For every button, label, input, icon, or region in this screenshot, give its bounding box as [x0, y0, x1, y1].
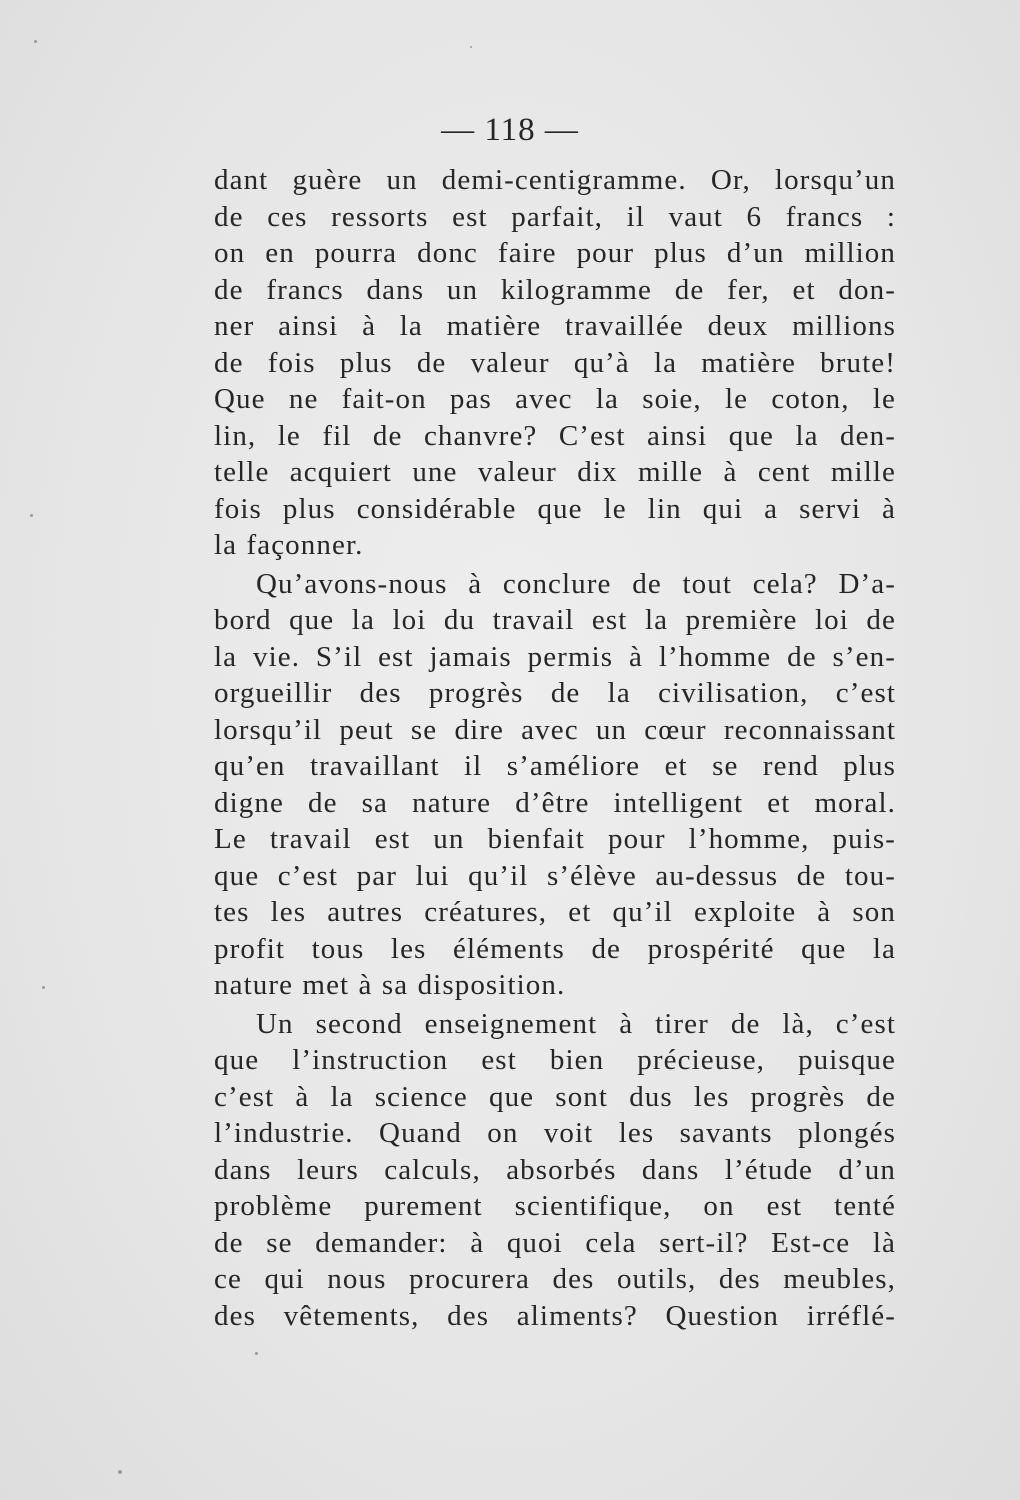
paragraph-3: [214, 1006, 896, 1335]
text-line: que c’est par lui qu’il s’élève au-dessus de tou-: [214, 859, 896, 892]
paper-speck: [118, 1470, 122, 1474]
text-line: problème purement scientifique, on est tenté: [214, 1190, 896, 1222]
text-line: bord que la loi du travail est la première loi de: [214, 604, 896, 636]
text-line: orgueillir des progrès de la civilisation, c’est: [214, 677, 896, 709]
text-line: fois plus considérable que le lin qui a servi à: [214, 492, 896, 525]
text-line: de ces ressorts est parfait, il vaut 6 francs :: [214, 200, 896, 233]
text-line: lorsqu’il peut se dire avec un cœur reconnaissant: [214, 713, 896, 746]
text-line: lin, le fil de chanvre? C’est ainsi que la den-: [214, 419, 896, 452]
text-line: l’industrie. Quand on voit les savants plongés: [214, 1117, 896, 1149]
text-line: ner ainsi à la matière travaillée deux millions: [214, 310, 896, 342]
page-number: — 118 —: [441, 112, 579, 148]
paper-speck: [255, 1352, 258, 1355]
text-line: dans leurs calculs, absorbés dans l’étude d’un: [214, 1153, 896, 1186]
text-line: telle acquiert une valeur dix mille à cent mille: [214, 456, 896, 488]
paper-speck: [42, 986, 45, 989]
text-line: des vêtements, des aliments? Question irréflé-: [214, 1299, 896, 1332]
text-line: Le travail est un bienfait pour l’homme, puis-: [214, 823, 896, 855]
text-line: profit tous les éléments de prospérité que la: [214, 932, 896, 965]
body-text: [214, 162, 896, 1334]
text-line: tes les autres créatures, et qu’il exploite à son: [214, 896, 896, 928]
text-line: on en pourra donc faire pour plus d’un million: [214, 237, 896, 269]
text-line: Un second enseignement à tirer de là, c’est: [256, 1007, 896, 1040]
text-line: Que ne fait-on pas avec la soie, le coton, le: [214, 383, 896, 415]
paragraph-2: [214, 566, 896, 1004]
text-line: dant guère un demi-centigramme. Or, lorsqu’un: [214, 164, 896, 196]
text-line: qu’en travaillant il s’améliore et se rend plus: [214, 750, 896, 782]
text-line: la façonner.: [214, 529, 364, 561]
text-line: nature met à sa disposition.: [214, 969, 566, 1001]
text-line: de se demander: à quoi cela sert-il? Est-ce là: [214, 1226, 896, 1259]
text-line: Qu’avons-nous à conclure de tout cela? D’a-: [256, 567, 896, 600]
text-line: la vie. S’il est jamais permis à l’homme de s’en-: [214, 640, 896, 673]
text-line: que l’instruction est bien précieuse, puisque: [214, 1044, 896, 1076]
text-line: digne de sa nature d’être intelligent et moral.: [214, 786, 896, 819]
paragraph-1: [214, 162, 896, 564]
text-line: c’est à la science que sont dus les progrès de: [214, 1080, 896, 1113]
paper-speck: [34, 40, 37, 43]
paper-speck: [30, 514, 33, 517]
text-line: de fois plus de valeur qu’à la matière brute!: [214, 346, 896, 379]
text-line: de francs dans un kilogramme de fer, et don-: [214, 273, 896, 306]
text-line: ce qui nous procurera des outils, des meubles,: [214, 1263, 896, 1295]
paper-speck: [470, 46, 472, 48]
